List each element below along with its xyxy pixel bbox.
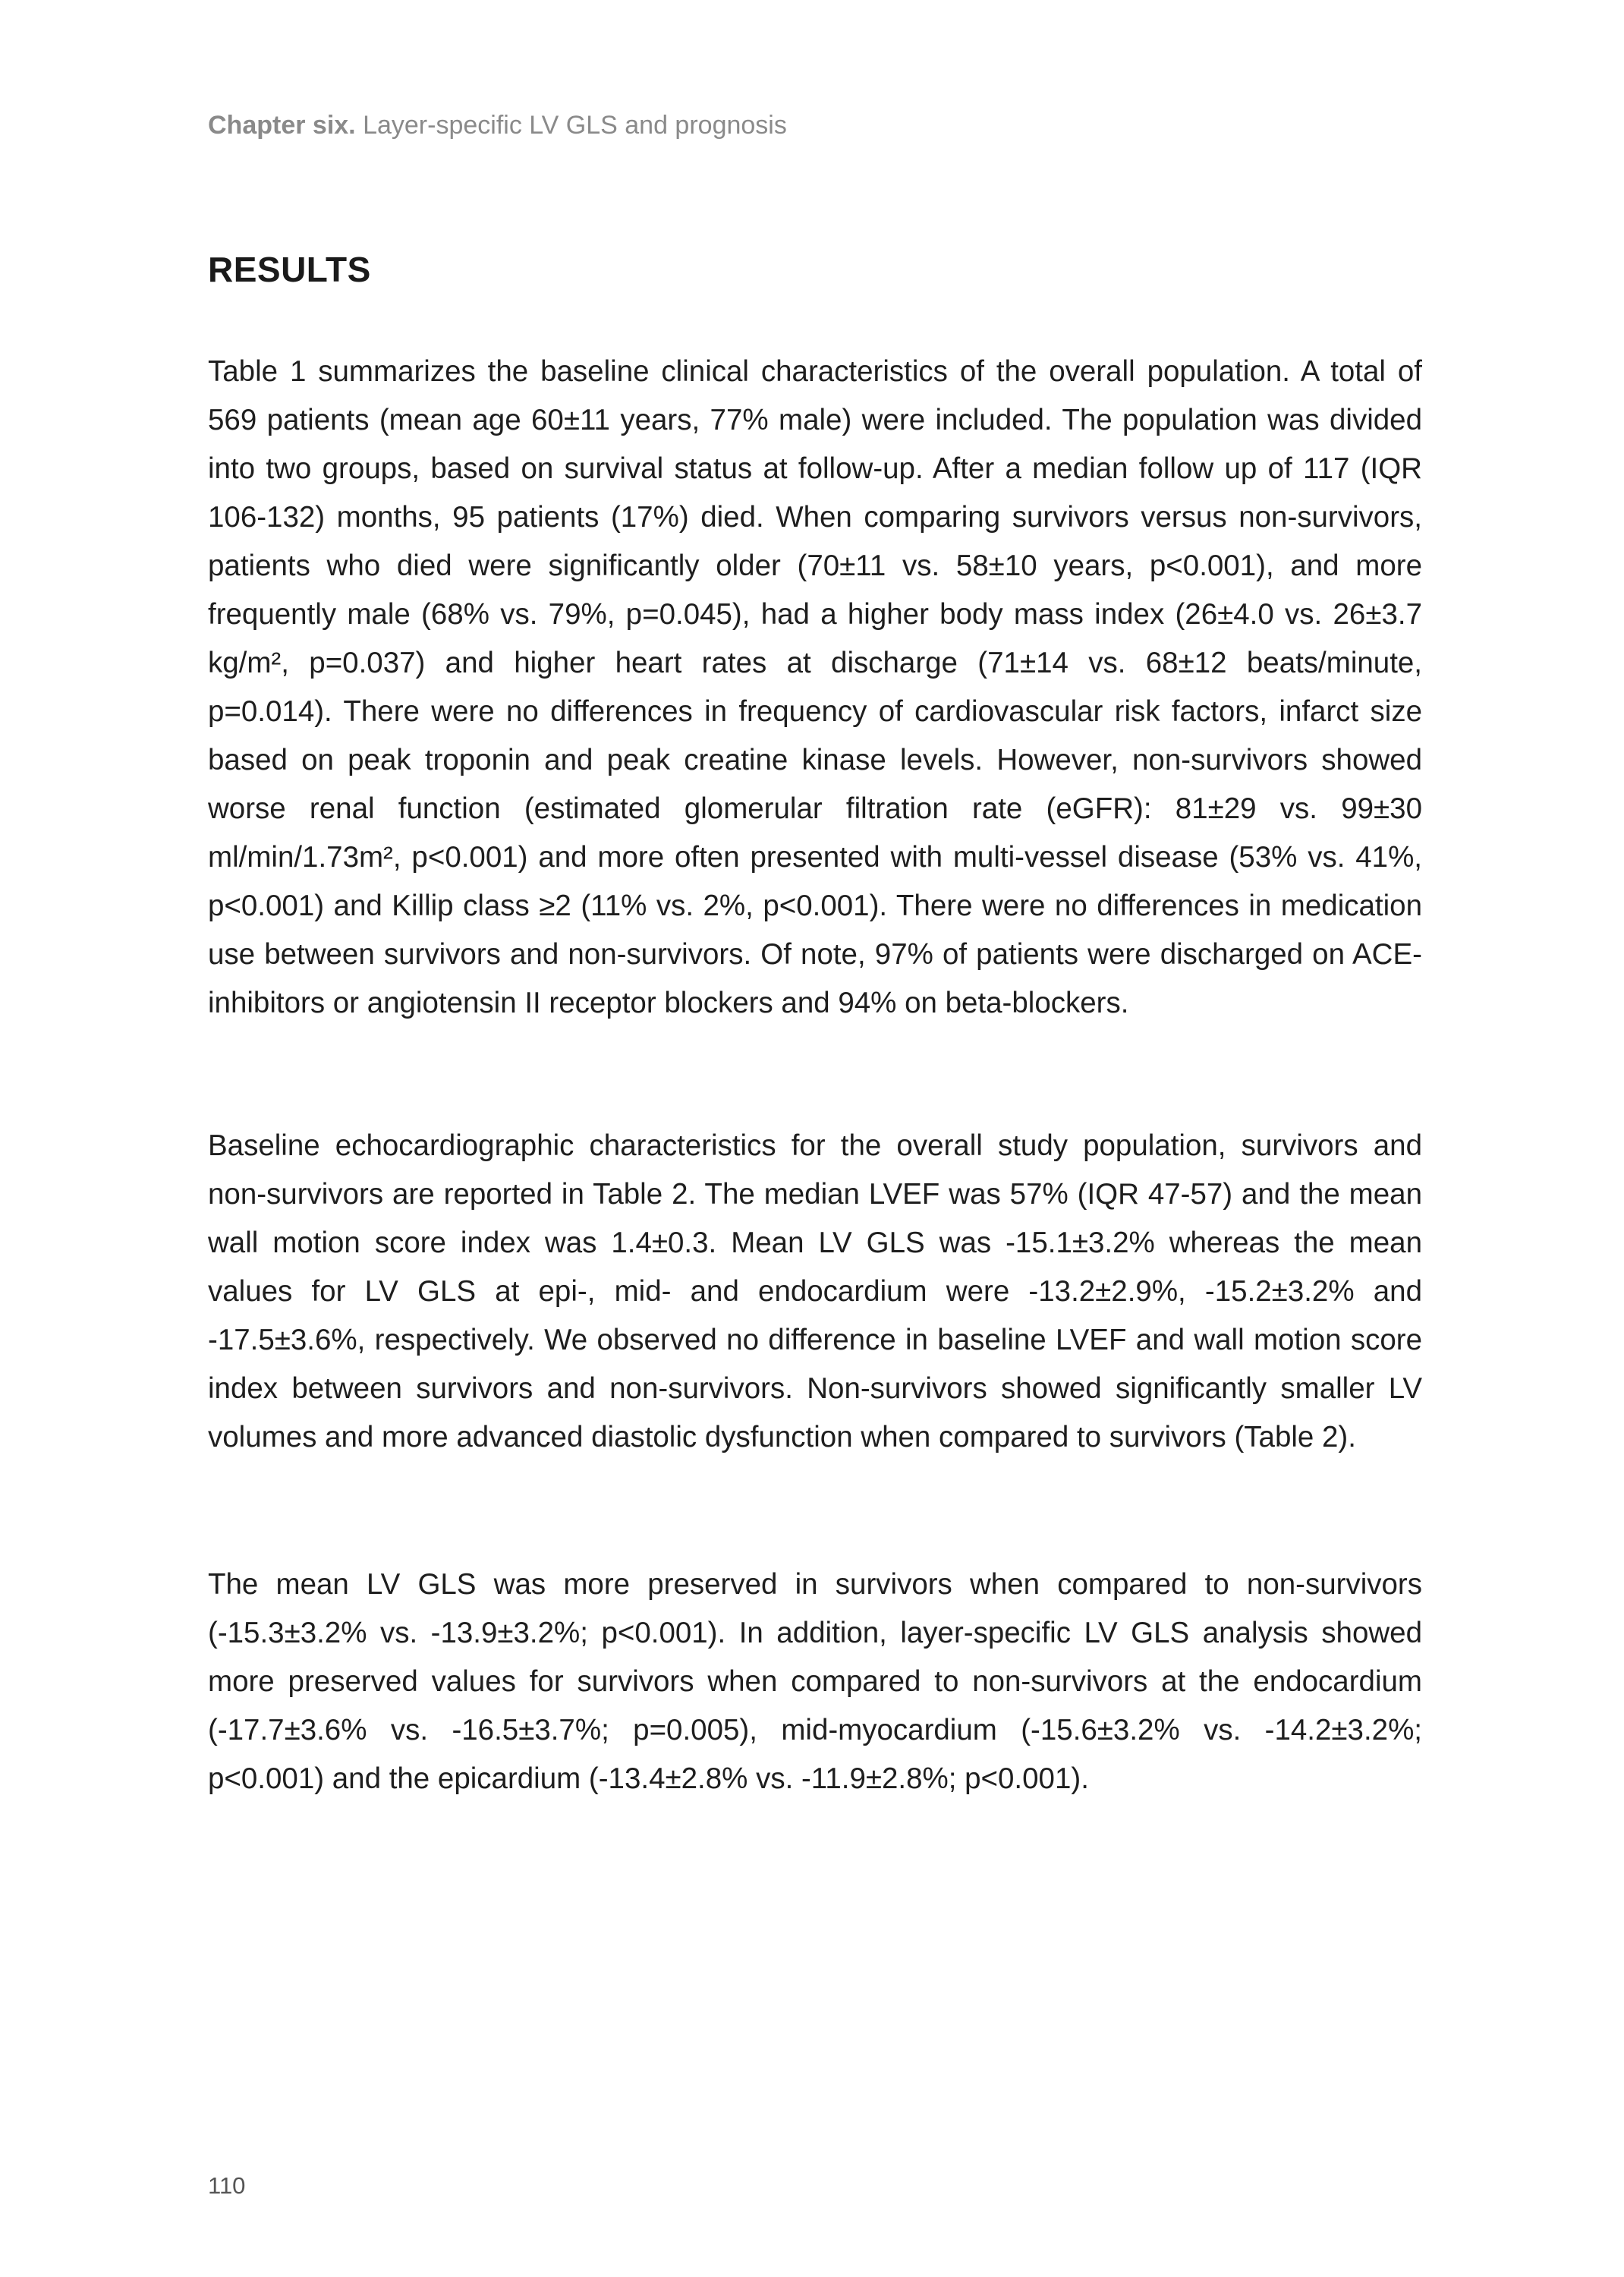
page-number: 110 (208, 2172, 246, 2199)
results-paragraph-echocardiographic: Baseline echocardiographic characteristics for the overall study population, survivors and non-survivors are reported in Table 2. The median LVEF was 57% (IQR 47-57) and the mean wall motion score index was 1.4±0.3. Mean LV GLS was -15.1±3.2% whereas the mean values for LV GLS at epi-, mid- and endocardium were -13.2±2.9%, -15.2±3.2% and -17.5±3.6%, respectively. We observed no difference in baseline LVEF and wall motion score index between survivors and non-survivors. Non-survivors showed significantly smaller LV volumes and more advanced diastolic dysfunction when compared to survivors (Table 2). (208, 1129, 1422, 1453)
chapter-title: Layer-specific LV GLS and prognosis (363, 111, 787, 140)
results-paragraph-lv-gls: The mean LV GLS was more preserved in survivors when compared to non-survivors (-15.3±3.2% vs. -13.9±3.2%; p<0.001). In addition, layer-specific LV GLS analysis showed more preserved values for survivors when compared to non-survivors at the endocardium (-17.7±3.6% vs. -16.5±3.7%; p=0.005), mid-myocardium (-15.6±3.2% vs. -14.2±3.2%; p<0.001) and the epicardium (-13.4±2.8% vs. -11.9±2.8%; p<0.001). (208, 1568, 1422, 1795)
section-heading: RESULTS (208, 250, 371, 289)
running-header (208, 111, 787, 140)
chapter-label: Chapter six. (208, 111, 356, 140)
results-paragraph-baseline-clinical: Table 1 summarizes the baseline clinical characteristics of the overall population. A total of 569 patients (mean age 60±11 years, 77% male) were included. The population was divided into two groups, based on survival status at follow-up. After a median follow up of 117 (IQR 106-132) months, 95 patients (17%) died. When comparing survivors versus non-survivors, patients who died were significantly older (70±11 vs. 58±10 years, p<0.001), and more frequently male (68% vs. 79%, p=0.045), had a higher body mass index (26±4.0 vs. 26±3.7 kg/m², p=0.037) and higher heart rates at discharge (71±14 vs. 68±12 beats/minute, p=0.014). There were no differences in frequency of cardiovascular risk factors, infarct size based on peak troponin and peak creatine kinase levels. However, non-survivors showed worse renal function (estimated glomerular filtration rate (eGFR): 81±29 vs. 99±30 ml/min/1.73m², p<0.001) and more often presented with multi-vessel disease (53% vs. 41%, p<0.001) and Killip class ≥2 (11% vs. 2%, p<0.001). There were no differences in medication use between survivors and non-survivors. Of note, 97% of patients were discharged on ACE-inhibitors or angiotensin II receptor blockers and 94% on beta-blockers. (208, 355, 1422, 1019)
